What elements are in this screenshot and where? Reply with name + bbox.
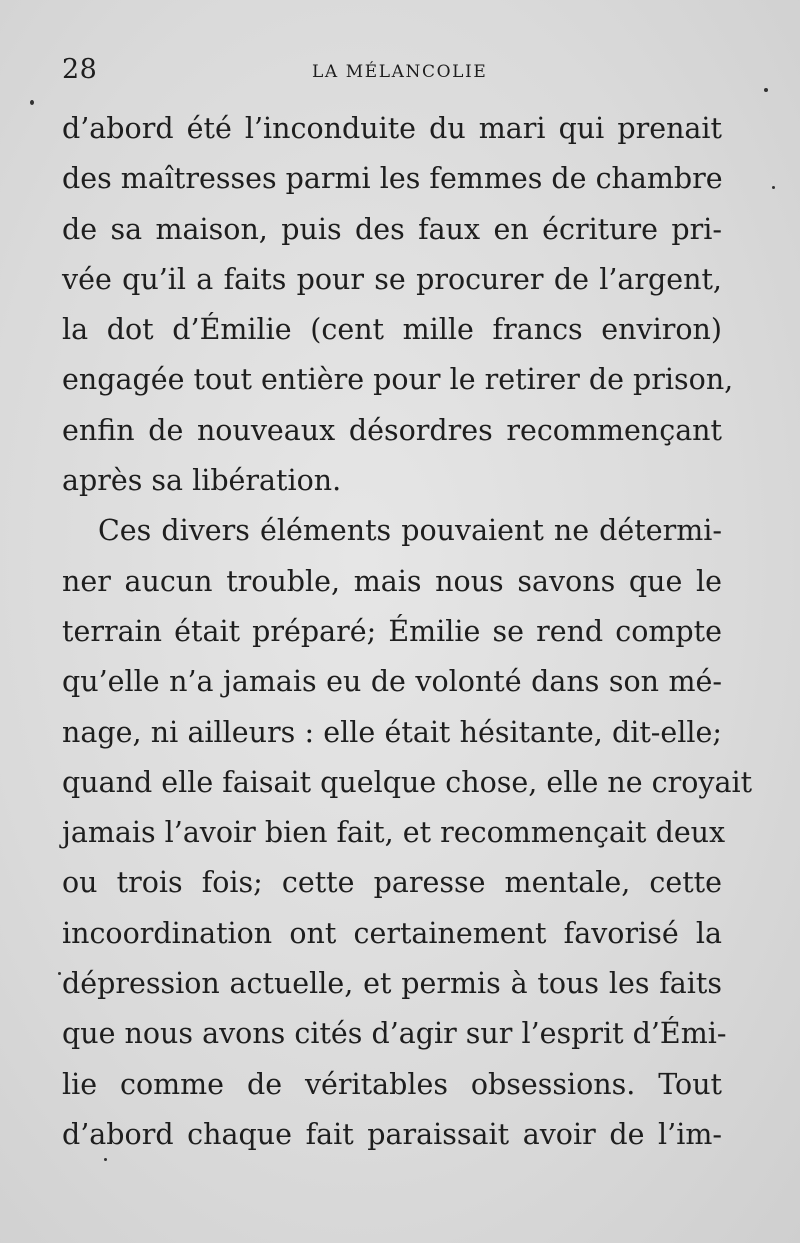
text-line: nage, ni ailleurs : elle était hésitante, dit-elle; [62, 715, 722, 749]
text-line: jamais l’avoir bien fait, et recommençait deux [62, 816, 726, 850]
text-line: qu’elle n’a jamais eu de volonté dans son mé- [62, 665, 722, 699]
print-speck [772, 186, 775, 189]
text-line: enfin de nouveaux désordres recommençant [62, 413, 722, 447]
paragraph-1 [62, 104, 734, 506]
text-line: ou trois fois; cette paresse mentale, cette [62, 866, 722, 900]
text-line: incoordination ont certainement favorisé la [62, 916, 722, 950]
text-line: de sa maison, puis des faux en écriture pri- [62, 212, 722, 246]
text-line: d’abord été l’inconduite du mari qui prenait [62, 112, 722, 145]
text-line: Ces divers éléments pouvaient ne détermi- [98, 514, 722, 548]
print-speck [764, 88, 768, 92]
text-line: ner aucun trouble, mais nous savons que le [62, 564, 722, 598]
print-speck [30, 100, 34, 105]
text-line: des maîtresses parmi les femmes de chambre [62, 162, 723, 196]
text-line: après sa libération. [62, 464, 342, 498]
print-speck [58, 972, 61, 975]
body-text [62, 104, 753, 1160]
page-header [62, 54, 722, 94]
print-speck [104, 1158, 107, 1161]
text-line: la dot d’Émilie (cent mille francs environ) [62, 313, 722, 347]
text-line: dépression actuelle, et permis à tous les faits [62, 967, 722, 1001]
text-line: lie comme de véritables obsessions. Tout [62, 1067, 722, 1101]
page-number: 28 [62, 54, 98, 85]
text-line: que nous avons cités d’agir sur l’esprit d’Émi- [62, 1017, 727, 1051]
text-line: terrain était préparé; Émilie se rend compte [62, 614, 722, 648]
text-line: quand elle faisait quelque chose, elle ne croyait [62, 765, 753, 799]
running-title: LA MÉLANCOLIE [312, 62, 488, 82]
paragraph-2 [62, 506, 753, 1160]
text-line: engagée tout entière pour le retirer de prison, [62, 363, 734, 397]
text-line: d’abord chaque fait paraissait avoir de l’im- [62, 1117, 722, 1151]
text-line: vée qu’il a faits pour se procurer de l’argent, [62, 262, 722, 296]
